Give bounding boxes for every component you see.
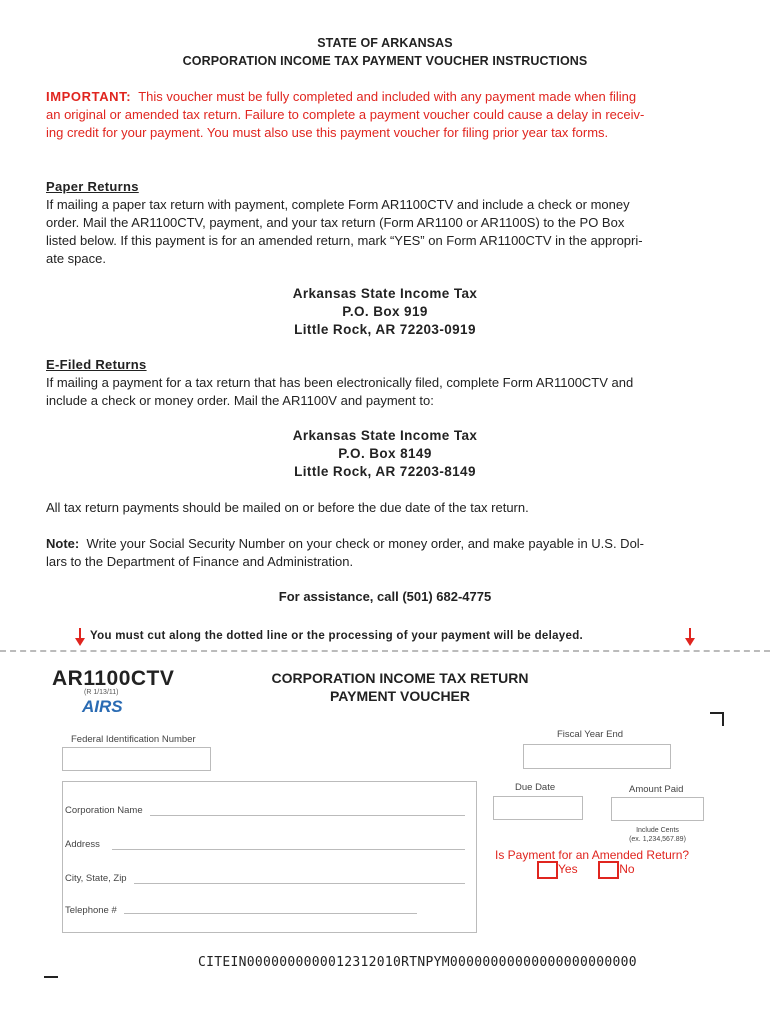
paper-addr-line2: P.O. Box 919 [342,304,428,319]
voucher-title-line2: PAYMENT VOUCHER [329,688,471,704]
include-cents-line1: Include Cents [636,827,679,834]
ocr-scanline: CITEIN0000000000012312010RTNPYM00000000000000000000000 [198,955,637,970]
amended-no-checkbox[interactable] [598,861,619,879]
arrow-down-left-icon [74,628,86,651]
efiled-addr-line3: Little Rock, AR 72203-8149 [294,464,476,479]
note-block [46,535,736,571]
efiled-line2: include a check or money order. Mail the AR1100V and payment to: [46,393,434,408]
voucher-title [220,669,580,705]
amended-yes-label: Yes [558,862,578,877]
paper-addr-line1: Arkansas State Income Tax [292,286,478,301]
include-cents-hint [600,826,715,844]
corner-mark-bottom [44,976,58,978]
paper-mailing-address [0,285,770,339]
city-state-zip-label: City, State, Zip [65,873,127,884]
important-line1: This voucher must be fully completed and included with any payment made when filing [138,89,637,104]
paper-line2: order. Mail the AR1100CTV, payment, and your tax return (Form AR1100 or AR1100S) to the PO Box [46,215,625,230]
efiled-returns-section [46,356,736,410]
efiled-addr-line1: Arkansas State Income Tax [292,428,478,443]
fein-input[interactable] [62,747,211,771]
cut-notice: You must cut along the dotted line or the processing of your payment will be delayed. [90,630,584,642]
important-line2: an original or amended tax return. Failure to complete a payment voucher could cause a delay in receiv- [46,107,645,122]
form-id: AR1100CTV [52,667,175,690]
paper-line4: ate space. [46,251,106,266]
fiscal-year-end-label: Fiscal Year End [557,729,624,740]
efiled-addr-line2: P.O. Box 8149 [338,446,432,461]
fiscal-year-end-input[interactable] [523,744,671,769]
paper-returns-heading: Paper Returns [46,179,139,194]
amended-yes-checkbox[interactable] [537,861,558,879]
paper-line1: If mailing a paper tax return with payment, complete Form AR1100CTV and include a check or money [46,197,630,212]
note-line1: Write your Social Security Number on your check or money order, and make payable in U.S. Dol- [86,536,645,551]
paper-addr-line3: Little Rock, AR 72203-0919 [294,322,476,337]
address-label: Address [65,839,100,850]
important-block [46,88,736,142]
efiled-returns-heading: E-Filed Returns [46,357,147,372]
efiled-line1: If mailing a payment for a tax return that has been electronically filed, complete Form AR1100CTV and [46,375,634,390]
address-input[interactable] [112,849,465,850]
important-line3: ing credit for your payment. You must also use this payment voucher for filing prior year tax forms. [46,125,609,140]
airs-logo: AIRS [82,697,123,716]
due-date-label: Due Date [515,782,556,793]
due-date-note: All tax return payments should be mailed on or before the due date of the tax return. [46,500,529,515]
voucher-title-line1: CORPORATION INCOME TAX RETURN [271,670,529,686]
note-line2: lars to the Department of Finance and Administration. [46,554,354,569]
paper-line3: listed below. If this payment is for an amended return, mark “YES” on Form AR1100CTV in the appropri- [46,233,643,248]
title-state: STATE OF ARKANSAS [317,36,453,50]
amended-question: Is Payment for an Amended Return? [495,848,690,862]
important-label: IMPORTANT: [46,89,132,104]
city-state-zip-input[interactable] [134,883,465,884]
fein-label: Federal Identification Number [71,734,196,745]
amended-no-label: No [619,862,635,877]
due-date-input[interactable] [493,796,583,820]
form-revision: (R 1/13/11) [84,689,119,696]
efiled-mailing-address [0,427,770,481]
amount-paid-label: Amount Paid [629,784,684,795]
amount-paid-input[interactable] [611,797,704,821]
assistance-phone: For assistance, call (501) 682-4775 [278,589,492,604]
corporation-name-input[interactable] [150,815,465,816]
title-instructions: CORPORATION INCOME TAX PAYMENT VOUCHER INSTRUCTIONS [182,54,588,68]
amended-options [537,861,635,879]
paper-returns-section [46,178,736,268]
telephone-label: Telephone # [65,905,117,916]
telephone-input[interactable] [124,913,417,914]
include-cents-line2: (ex. 1,234,567.89) [629,836,686,843]
corporation-name-label: Corporation Name [65,805,143,816]
arrow-down-right-icon [684,628,696,651]
cut-line [0,650,770,652]
note-label: Note: [46,536,80,551]
corner-mark-top [710,712,724,726]
corporation-info-box [62,781,477,933]
